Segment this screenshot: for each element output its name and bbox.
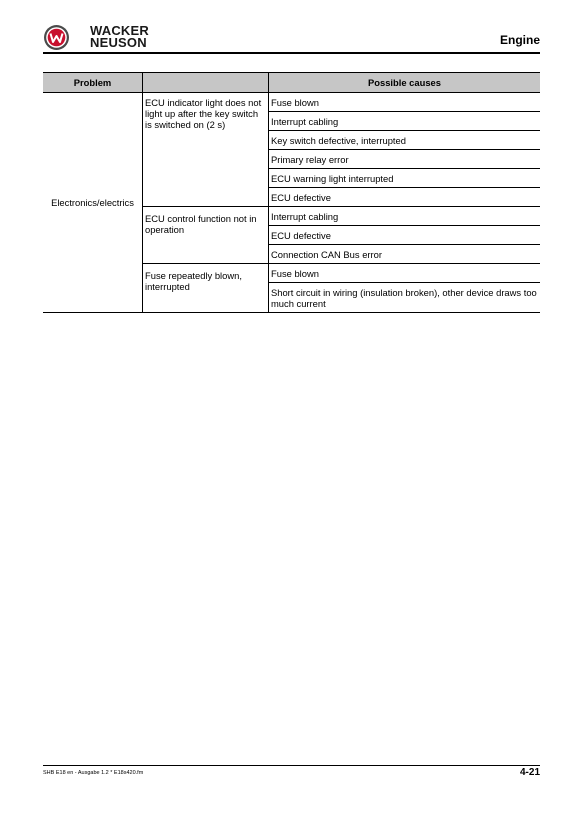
problem-cell: Electronics/electrics xyxy=(43,93,143,313)
brand-name xyxy=(90,25,149,49)
cause-cell: Interrupt cabling xyxy=(269,207,541,226)
cause-cell: ECU defective xyxy=(269,188,541,207)
symptom-text: ECU indicator light does not light up after the key switch is switched on (2 s) xyxy=(145,97,262,130)
header-blank xyxy=(143,73,269,93)
footer-rule xyxy=(43,765,540,766)
symptom-cell xyxy=(143,93,269,207)
cause-cell: Interrupt cabling xyxy=(269,112,541,131)
symptom-cell xyxy=(143,264,269,313)
cause-cell: ECU defective xyxy=(269,226,541,245)
troubleshooting-table xyxy=(43,72,540,313)
section-title: Engine xyxy=(499,33,540,47)
cause-cell: Short circuit in wiring (insulation broken), other device draws too much current xyxy=(269,283,541,313)
cause-cell: Connection CAN Bus error xyxy=(269,245,541,264)
brand-line-2: NEUSON xyxy=(90,35,147,50)
cause-cell: ECU warning light interrupted xyxy=(269,169,541,188)
header-problem: Problem xyxy=(43,73,143,93)
header-possible-causes: Possible causes xyxy=(269,73,541,93)
wacker-neuson-logo-icon xyxy=(43,24,70,51)
symptom-text: Fuse repeatedly blown, interrupted xyxy=(145,270,242,292)
table-header-row xyxy=(43,73,540,93)
cause-cell: Fuse blown xyxy=(269,93,541,112)
brand-logo xyxy=(43,24,163,52)
page-number: 4-21 xyxy=(519,767,540,778)
footer-doc-ref: SHB E18 en - Ausgabe 1.2 * E18s420.fm xyxy=(43,770,144,776)
cause-cell: Fuse blown xyxy=(269,264,541,283)
table-row xyxy=(43,93,540,112)
cause-cell: Primary relay error xyxy=(269,150,541,169)
brand-line-1: WACKER xyxy=(90,23,149,38)
cause-cell: Key switch defective, interrupted xyxy=(269,131,541,150)
symptom-text: ECU control function not in operation xyxy=(145,213,257,235)
header-rule xyxy=(43,52,540,54)
symptom-cell xyxy=(143,207,269,264)
